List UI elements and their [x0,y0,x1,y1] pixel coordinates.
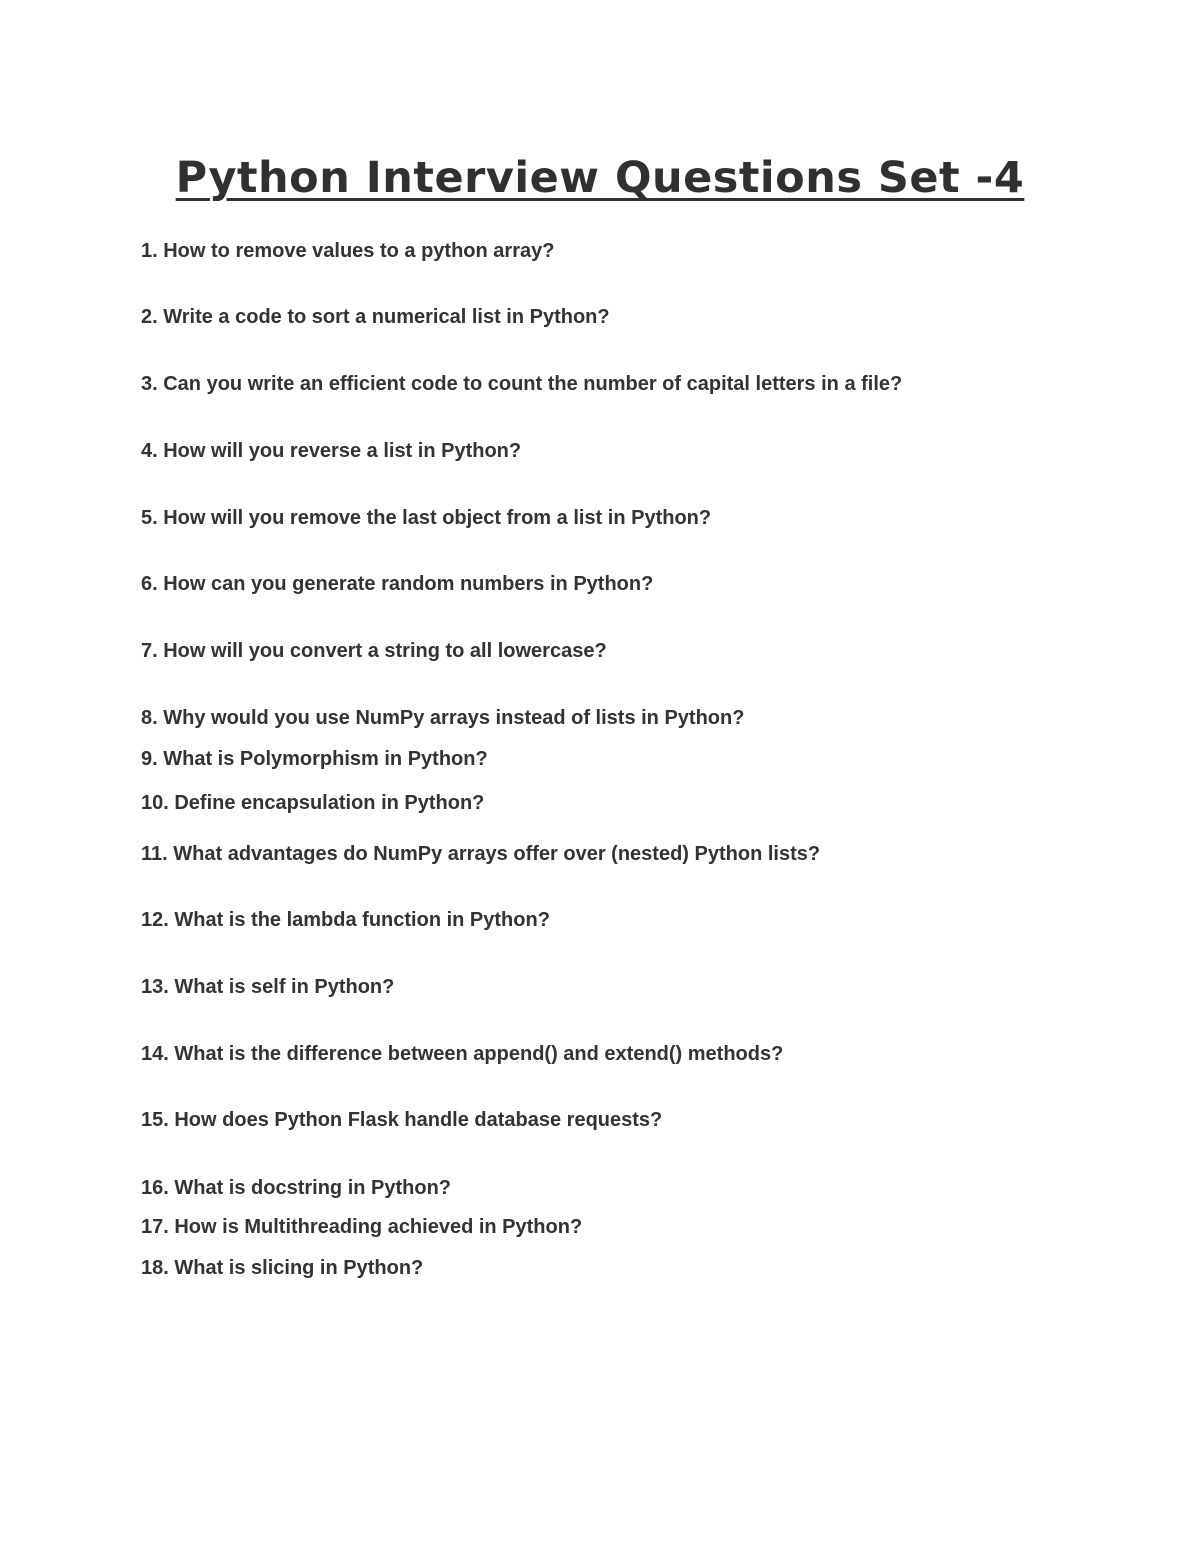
question-1: 1. How to remove values to a python array? [141,240,555,262]
question-6: 6. How can you generate random numbers in Python? [141,573,654,595]
question-12: 12. What is the lambda function in Python? [141,909,550,931]
question-9: 9. What is Polymorphism in Python? [141,748,488,770]
question-18: 18. What is slicing in Python? [141,1257,424,1279]
question-16: 16. What is docstring in Python? [141,1177,452,1199]
question-7: 7. How will you convert a string to all lowercase? [141,640,607,662]
question-14: 14. What is the difference between append() and extend() methods? [141,1043,784,1065]
question-13: 13. What is self in Python? [141,976,395,998]
question-10: 10. Define encapsulation in Python? [141,792,485,814]
question-8: 8. Why would you use NumPy arrays instead of lists in Python? [141,707,745,729]
question-11: 11. What advantages do NumPy arrays offer over (nested) Python lists? [141,843,821,865]
question-2: 2. Write a code to sort a numerical list in Python? [141,306,610,328]
question-15: 15. How does Python Flask handle database requests? [141,1109,663,1131]
question-4: 4. How will you reverse a list in Python? [141,440,522,462]
question-3: 3. Can you write an efficient code to count the number of capital letters in a file? [141,373,903,395]
page-title: Python Interview Questions Set -4 [175,153,1025,203]
question-5: 5. How will you remove the last object from a list in Python? [141,507,712,529]
question-17: 17. How is Multithreading achieved in Python? [141,1216,583,1238]
